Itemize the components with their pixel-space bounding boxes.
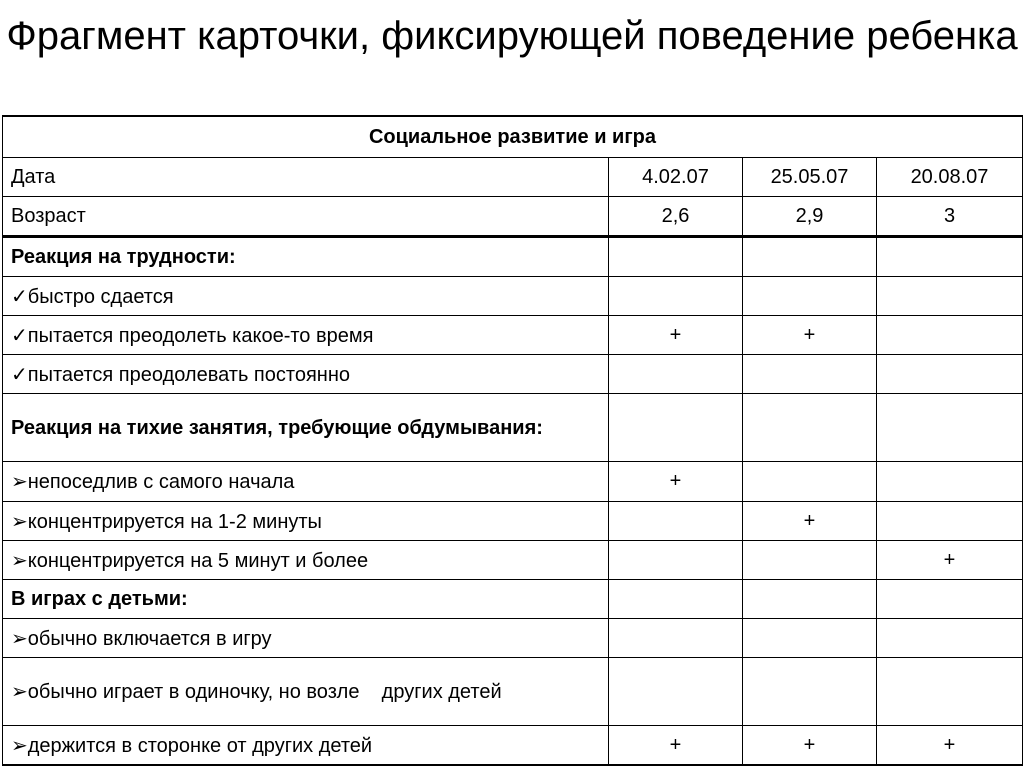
table-row-date <box>3 158 1023 197</box>
mark-cell <box>609 658 743 726</box>
mark-cell: + <box>743 316 877 355</box>
mark-cell <box>609 237 743 277</box>
mark-cell <box>877 316 1023 355</box>
section-heading: В играх с детьми: <box>3 580 609 619</box>
age-cell: 2,6 <box>609 197 743 237</box>
mark-cell <box>609 355 743 394</box>
table-header: Социальное развитие и игра <box>3 116 1023 158</box>
section-heading: Реакция на тихие занятия, требующие обдумывания: <box>3 394 609 462</box>
age-cell: 3 <box>877 197 1023 237</box>
mark-cell <box>877 394 1023 462</box>
date-cell: 20.08.07 <box>877 158 1023 197</box>
date-cell: 4.02.07 <box>609 158 743 197</box>
mark-cell <box>877 658 1023 726</box>
row-label: ✓пытается преодолевать постоянно <box>3 355 609 394</box>
row-label: ➢держится в сторонке от других детей <box>3 726 609 766</box>
behavior-card-table <box>2 115 1023 766</box>
mark-cell <box>743 277 877 316</box>
table-row <box>3 355 1023 394</box>
row-label: Возраст <box>3 197 609 237</box>
mark-cell <box>743 237 877 277</box>
mark-cell <box>877 502 1023 541</box>
table-row-section <box>3 580 1023 619</box>
mark-cell: + <box>609 462 743 502</box>
row-label: ✓пытается преодолеть какое-то время <box>3 316 609 355</box>
mark-cell: + <box>877 541 1023 580</box>
mark-cell: + <box>743 502 877 541</box>
mark-cell <box>877 355 1023 394</box>
age-cell: 2,9 <box>743 197 877 237</box>
table-row <box>3 277 1023 316</box>
row-label: ✓быстро сдается <box>3 277 609 316</box>
mark-cell <box>743 619 877 658</box>
mark-cell <box>609 277 743 316</box>
table-row <box>3 619 1023 658</box>
row-label: ➢концентрируется на 1-2 минуты <box>3 502 609 541</box>
mark-cell: + <box>743 726 877 766</box>
table-row <box>3 502 1023 541</box>
row-label: ➢непоседлив с самого начала <box>3 462 609 502</box>
mark-cell: + <box>877 726 1023 766</box>
table-row-section <box>3 394 1023 462</box>
mark-cell <box>743 462 877 502</box>
mark-cell <box>743 394 877 462</box>
date-cell: 25.05.07 <box>743 158 877 197</box>
mark-cell <box>877 619 1023 658</box>
table-row-section <box>3 237 1023 277</box>
mark-cell <box>743 541 877 580</box>
mark-cell: + <box>609 316 743 355</box>
mark-cell <box>609 580 743 619</box>
mark-cell <box>743 658 877 726</box>
table-row <box>3 726 1023 766</box>
mark-cell: + <box>609 726 743 766</box>
mark-cell <box>609 394 743 462</box>
row-label: ➢обычно играет в одиночку, но возле других детей <box>3 658 609 726</box>
mark-cell <box>877 277 1023 316</box>
row-label: Дата <box>3 158 609 197</box>
mark-cell <box>743 355 877 394</box>
table-row <box>3 658 1023 726</box>
mark-cell <box>609 541 743 580</box>
mark-cell <box>609 502 743 541</box>
row-label: ➢концентрируется на 5 минут и более <box>3 541 609 580</box>
section-heading: Реакция на трудности: <box>3 237 609 277</box>
table-row <box>3 316 1023 355</box>
mark-cell <box>609 619 743 658</box>
mark-cell <box>877 462 1023 502</box>
page-title: Фрагмент карточки, фиксирующей поведение ребенка <box>6 14 1018 58</box>
mark-cell <box>743 580 877 619</box>
mark-cell <box>877 580 1023 619</box>
row-label: ➢обычно включается в игру <box>3 619 609 658</box>
table-row <box>3 541 1023 580</box>
table-row-age <box>3 197 1023 237</box>
mark-cell <box>877 237 1023 277</box>
table-row <box>3 462 1023 502</box>
table-header-row <box>3 116 1023 158</box>
